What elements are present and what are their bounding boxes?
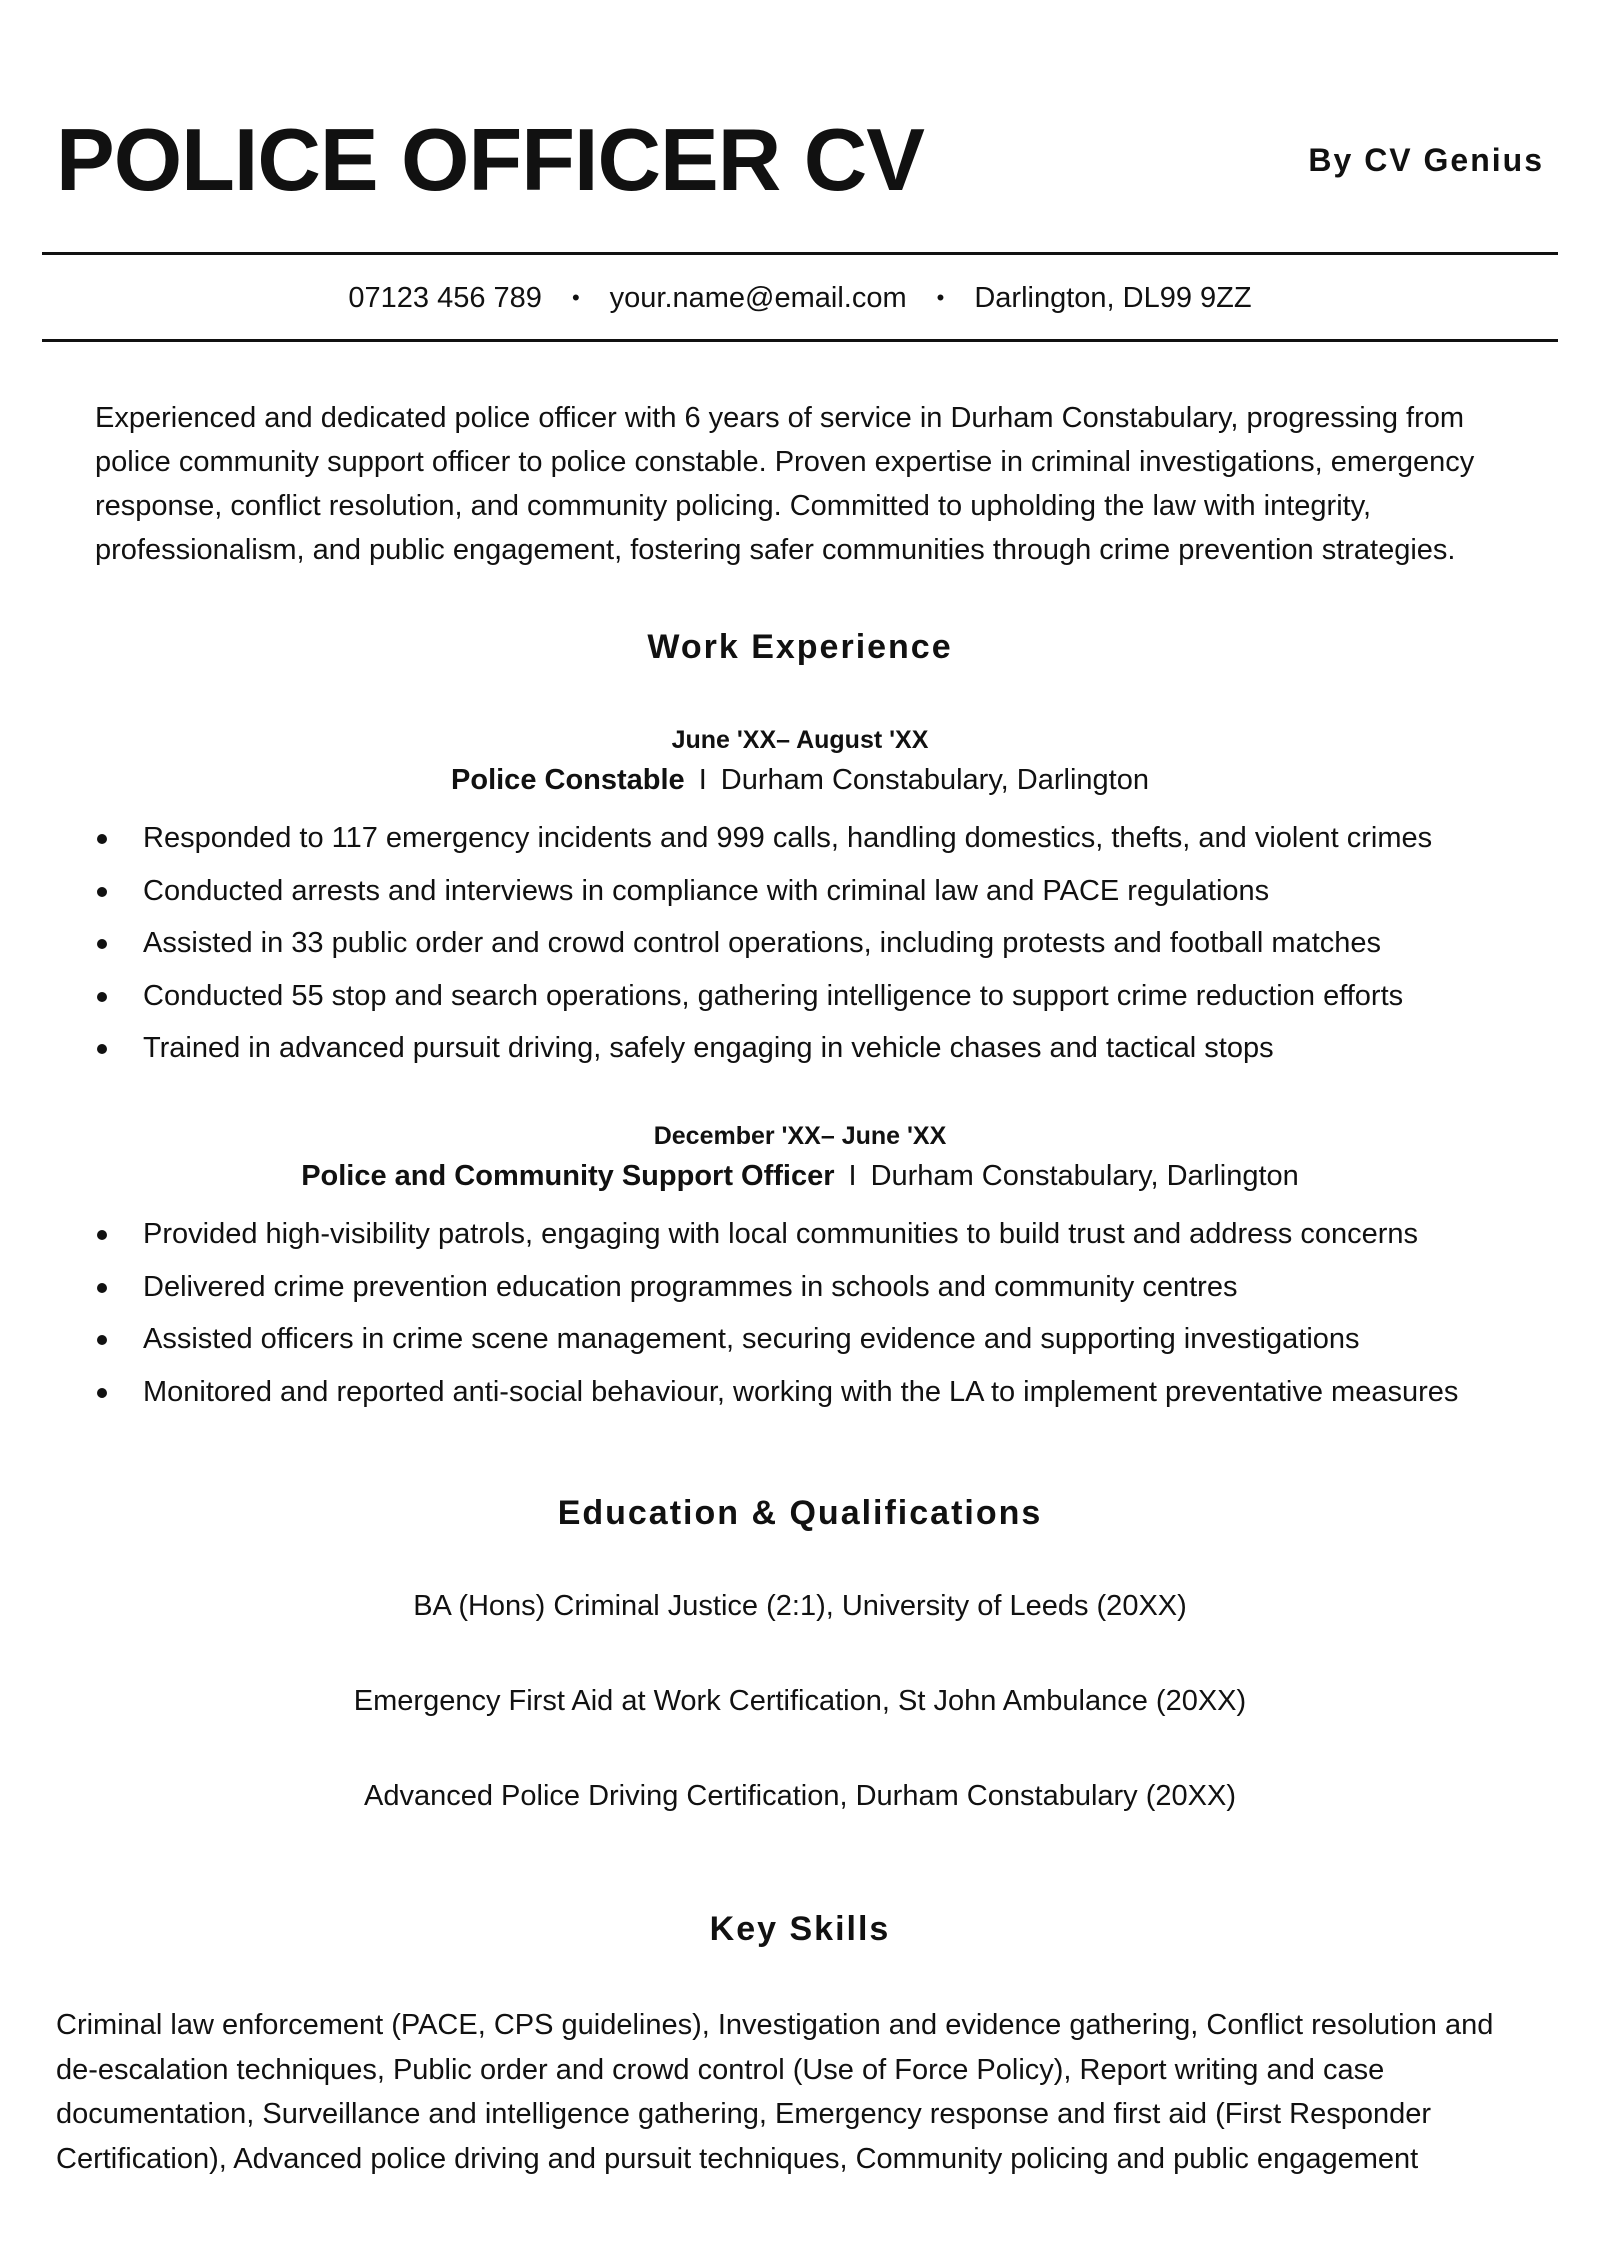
document-title: POLICE OFFICER CV bbox=[56, 110, 924, 209]
bullet-dot-icon bbox=[97, 1388, 107, 1398]
bullet-dot-icon bbox=[97, 834, 107, 844]
job-bullet bbox=[95, 970, 1540, 1023]
contact-email: your.name@email.com bbox=[609, 281, 907, 314]
profile-summary: Experienced and dedicated police officer with 6 years of service in Durham Constabulary, progressing from police community support officer to police constable. Proven expertise in criminal investigations, emergency response, conflict resolution, and community policing. Committed to upholding the law with integrity, professionalism, and public engagement, fostering safer communities through crime prevention strategies. bbox=[95, 402, 1475, 566]
job-bullet bbox=[95, 1313, 1540, 1366]
bullet-text: Conducted arrests and interviews in compliance with criminal law and PACE regulations bbox=[143, 874, 1270, 907]
bullet-dot-icon bbox=[97, 939, 107, 949]
job-bullet bbox=[95, 812, 1540, 865]
education-heading: Education & Qualifications bbox=[557, 1494, 1043, 1532]
bullet-text: Trained in advanced pursuit driving, safely engaging in vehicle chases and tactical stops bbox=[143, 1032, 1274, 1064]
contact-separator-dot: • bbox=[936, 285, 945, 310]
job-title: Police and Community Support Officer bbox=[301, 1160, 835, 1192]
education-item: Emergency First Aid at Work Certification, St John Ambulance (20XX) bbox=[353, 1685, 1247, 1717]
job-title: Police Constable bbox=[451, 764, 685, 796]
bullet-text: Responded to 117 emergency incidents and 999 calls, handling domestics, thefts, and violent crimes bbox=[143, 822, 1433, 854]
bullet-dot-icon bbox=[97, 1230, 107, 1240]
key-skills-heading: Key Skills bbox=[709, 1910, 891, 1948]
bullet-text: Monitored and reported anti-social behaviour, working with the LA to implement preventative measures bbox=[143, 1375, 1459, 1408]
contact-bottom-rule bbox=[42, 339, 1558, 342]
job-employer: Durham Constabulary, Darlington bbox=[870, 1160, 1299, 1192]
bullet-dot-icon bbox=[97, 1044, 107, 1054]
job-role-line bbox=[0, 764, 1600, 797]
job-employer: Durham Constabulary, Darlington bbox=[720, 764, 1149, 796]
contact-location: Darlington, DL99 9ZZ bbox=[974, 281, 1252, 314]
key-skills-text: Criminal law enforcement (PACE, CPS guidelines), Investigation and evidence gathering, Conflict resolution and de-escalation techniques, Public order and crowd control (Use of Force Policy), Report writing and case documentation, Surveillance and intelligence gathering, Emergency response and first aid (First Responder Certification), Advanced police driving and pursuit techniques, Community policing and public engagement bbox=[56, 2009, 1494, 2175]
education-item: Advanced Police Driving Certification, Durham Constabulary (20XX) bbox=[364, 1780, 1236, 1812]
job-bullet-list bbox=[95, 812, 1540, 1075]
bullet-text: Assisted in 33 public order and crowd control operations, including protests and football matches bbox=[143, 927, 1382, 959]
contact-phone: 07123 456 789 bbox=[348, 281, 542, 314]
job-bullet bbox=[95, 917, 1540, 970]
byline: By CV Genius bbox=[1308, 142, 1544, 178]
education-item: BA (Hons) Criminal Justice (2:1), University of Leeds (20XX) bbox=[413, 1590, 1187, 1622]
job-separator: I bbox=[848, 1160, 857, 1192]
bullet-dot-icon bbox=[97, 1283, 107, 1293]
cv-header bbox=[56, 100, 1544, 220]
job-bullet bbox=[95, 865, 1540, 918]
job-dates: December 'XX– June 'XX bbox=[653, 1122, 947, 1150]
job-separator: I bbox=[698, 764, 707, 796]
contact-top-rule bbox=[42, 252, 1558, 255]
work-experience-heading: Work Experience bbox=[647, 628, 953, 666]
contact-separator-dot: • bbox=[571, 285, 580, 310]
job-bullet bbox=[95, 1208, 1540, 1261]
contact-bar bbox=[42, 268, 1558, 328]
bullet-text: Provided high-visibility patrols, engaging with local communities to build trust and address concerns bbox=[143, 1218, 1419, 1250]
job-bullet bbox=[95, 1366, 1540, 1419]
bullet-text: Delivered crime prevention education programmes in schools and community centres bbox=[143, 1270, 1238, 1303]
bullet-dot-icon bbox=[97, 1335, 107, 1345]
job-bullet bbox=[95, 1022, 1540, 1075]
job-dates: June 'XX– August 'XX bbox=[671, 726, 929, 754]
bullet-text: Assisted officers in crime scene management, securing evidence and supporting investigations bbox=[143, 1323, 1360, 1355]
bullet-text: Conducted 55 stop and search operations, gathering intelligence to support crime reduction efforts bbox=[143, 979, 1404, 1012]
job-bullet-list bbox=[95, 1208, 1540, 1418]
bullet-dot-icon bbox=[97, 887, 107, 897]
bullet-dot-icon bbox=[97, 992, 107, 1002]
job-bullet bbox=[95, 1261, 1540, 1314]
job-role-line bbox=[0, 1160, 1600, 1193]
